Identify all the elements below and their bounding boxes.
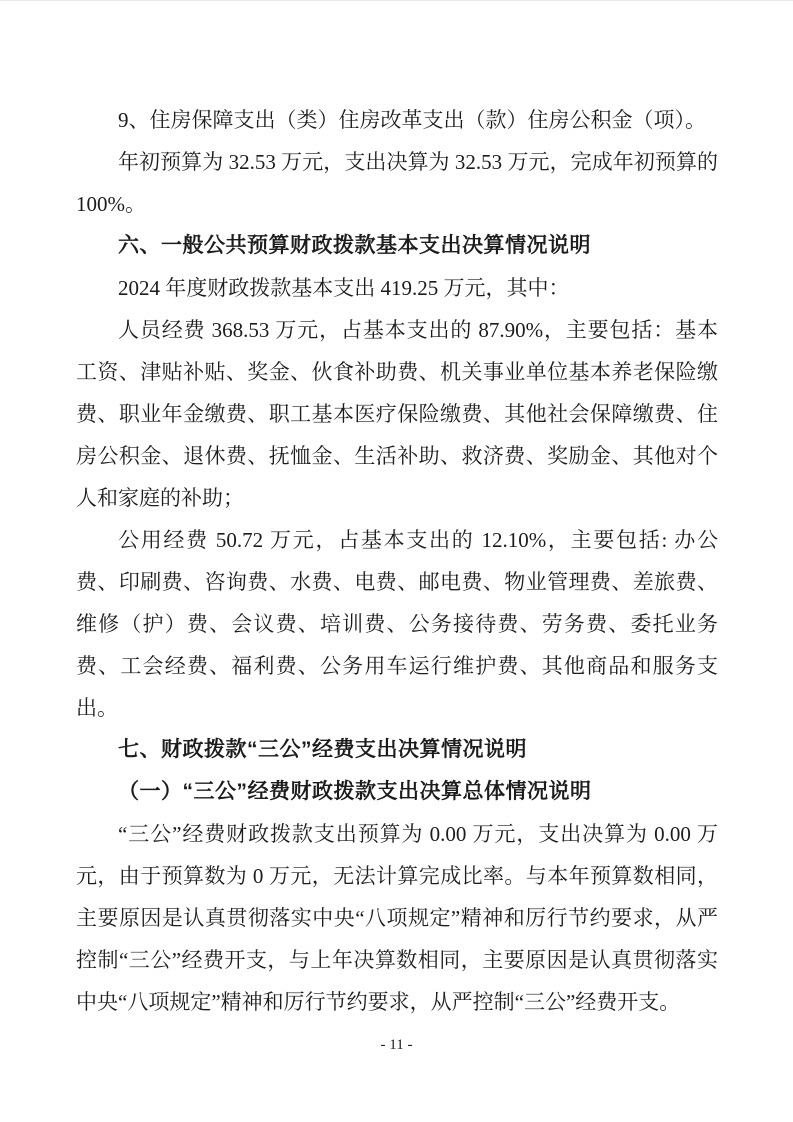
document-body [76,99,718,1023]
heading-section-7-1-overall-situation: （一）“三公”经费财政拨款支出决算总体情况说明 [118,780,592,803]
para-three-public-funds-detail: “三公”经费财政拨款支出预算为 0.00 万元，支出决算为 0.00 万元，由于预算数为 0 万元，无法计算完成比率。与本年预算数相同，主要原因是认真贯彻落实中央“八项规定”精神和厉行节约要求，从严控制“三公”经费开支，与上年决算数相同，主要原因是认真贯彻落实中央“八项规定”精神和厉行节约要求，从严控制“三公”经费开支。 [76,822,718,1014]
page-number: - 11 - [380,1037,413,1053]
para-basic-expenditure-total: 2024 年度财政拨款基本支出 419.25 万元，其中： [118,276,570,300]
heading-section-7-three-public-funds: 七、财政拨款“三公”经费支出决算情况说明 [118,738,527,761]
para-personnel-funds-detail: 人员经费 368.53 万元，占基本支出的 87.90%，主要包括：基本工资、津贴补贴、奖金、伙食补助费、机关事业单位基本养老保险缴费、职业年金缴费、职工基本医疗保险缴费、其他社会保障缴费、住房公积金、退休费、抚恤金、生活补助、救济费、奖励金、其他对个人和家庭的补助； [76,318,718,510]
para-item-9-housing-security: 9、住房保障支出（类）住房改革支出（款）住房公积金（项）。 [118,108,706,132]
para-budget-completion-item-9: 年初预算为 32.53 万元，支出决算为 32.53 万元，完成年初预算的 100%。 [76,150,718,216]
heading-section-6-basic-expenditure: 六、一般公共预算财政拨款基本支出决算情况说明 [118,234,591,257]
para-public-funds-detail: 公用经费 50.72 万元，占基本支出的 12.10%，主要包括: 办公费、印刷费、咨询费、水费、电费、邮电费、物业管理费、差旅费、维修（护）费、会议费、培训费、公务接待费、劳务费、委托业务费、工会经费、福利费、公务用车运行维护费、其他商品和服务支出。 [76,528,718,720]
